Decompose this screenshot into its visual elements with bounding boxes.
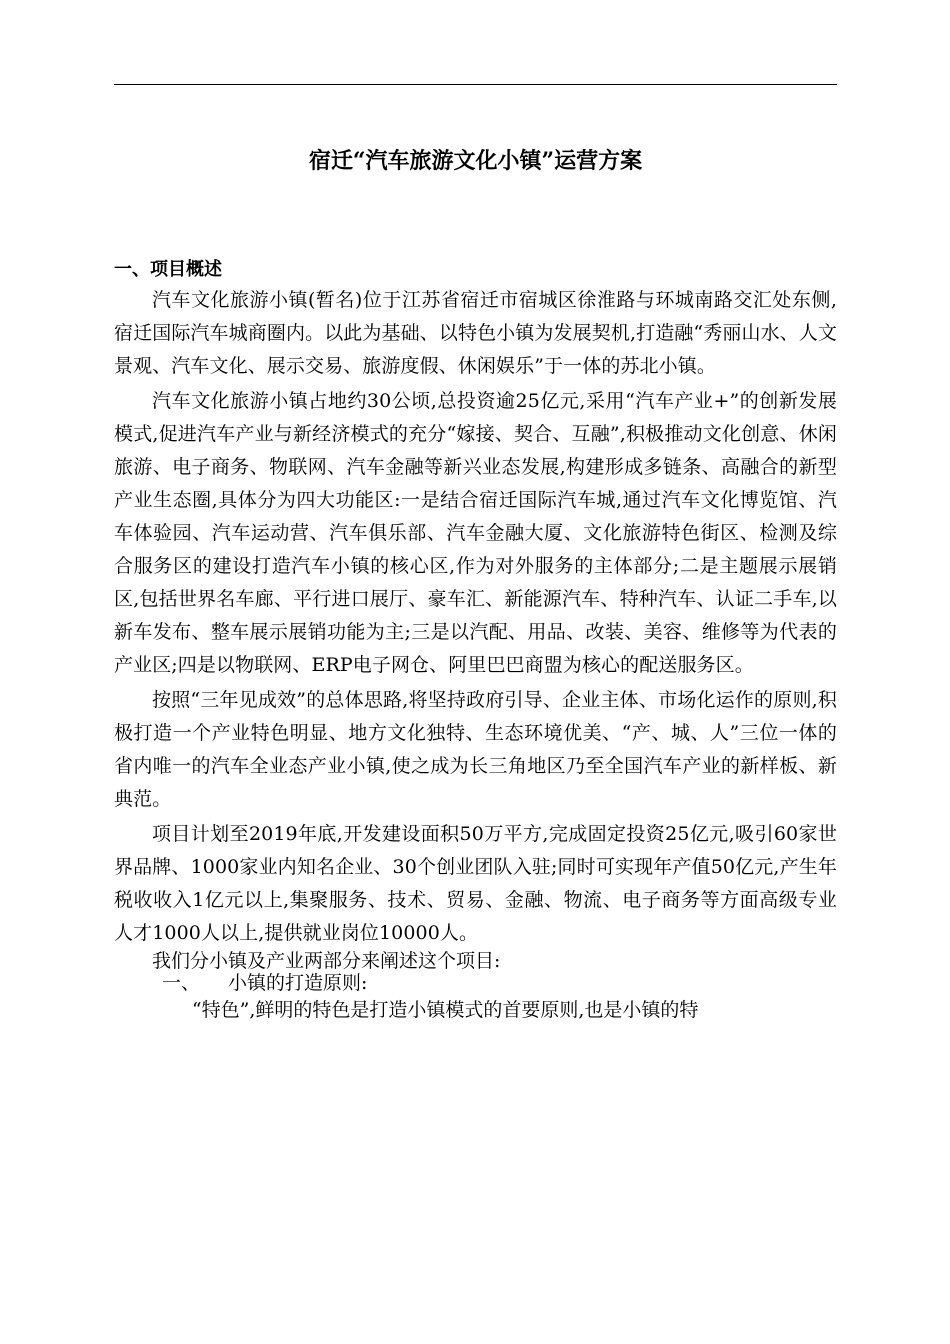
paragraph-4: 项目计划至2019年底,开发建设面积50万平方,完成固定投资25亿元,吸引60家世界品牌、1000家业内知名企业、30个创业团队入驻;同时可实现年产值50亿元,产生年税收收入1亿元以上,集聚服务、技术、贸易、金融、物流、电子商务等方面高级专业人才1000人以上,提供就业岗位10000人。 [114, 823, 837, 944]
paragraph-3: 按照“三年见成效”的总体思路,将坚持政府引导、企业主体、市场化运作的原则,积极打造一个产业特色明显、地方文化独特、生态环境优美、“产、城、人”三位一体的省内唯一的汽车全业态产业小镇,使之成为长三角地区乃至全国汽车产业的新样板、新典范。 [114, 689, 837, 810]
document-body [114, 284, 837, 1027]
paragraph-1: 汽车文化旅游小镇(暂名)位于江苏省宿迁市宿城区徐淮路与环城南路交汇处东侧,宿迁国际汽车城商圈内。以此为基础、以特色小镇为发展契机,打造融“秀丽山水、人文景观、汽车文化、展示交易、旅游度假、休闲娱乐”于一体的苏北小镇。 [114, 289, 837, 377]
document-title: 宿迁“汽车旅游文化小镇”运营方案 [308, 148, 643, 174]
paragraph-2: 汽车文化旅游小镇占地约30公顷,总投资逾25亿元,采用“汽车产业+”的创新发展模式,促进汽车产业与新经济模式的充分“嫁接、契合、互融”,积极推动文化创意、休闲旅游、电子商务、物联网、汽车金融等新兴业态发展,构建形成多链条、高融合的新型产业生态圈,具体分为四大功能区:一是结合宿迁国际汽车城,通过汽车文化博览馆、汽车体验园、汽车运动营、汽车俱乐部、汽车金融大厦、文化旅游特色街区、检测及综合服务区的建设打造汽车小镇的核心区,作为对外服务的主体部分;二是主题展示展销区,包括世界名车廊、平行进口展厅、豪车汇、新能源汽车、特种汽车、认证二手车,以新车发布、整车展示展销功能为主;三是以汽配、用品、改装、美容、维修等为代表的产业区;四是以物联网、ERP电子网仓、阿里巴巴商盟为核心的配送服务区。 [114, 390, 837, 676]
header-rule [114, 84, 837, 85]
subsection-title: 小镇的打造原则: [228, 972, 368, 994]
subsection-heading [114, 972, 837, 994]
subsection-number: 一、 [162, 972, 201, 994]
intro-line: 我们分小镇及产业两部分来阐述这个项目: [152, 950, 501, 972]
section-heading: 一、项目概述 [114, 259, 222, 280]
paragraph-5-start: “特色”,鲜明的特色是打造小镇模式的首要原则,也是小镇的特 [191, 999, 699, 1021]
